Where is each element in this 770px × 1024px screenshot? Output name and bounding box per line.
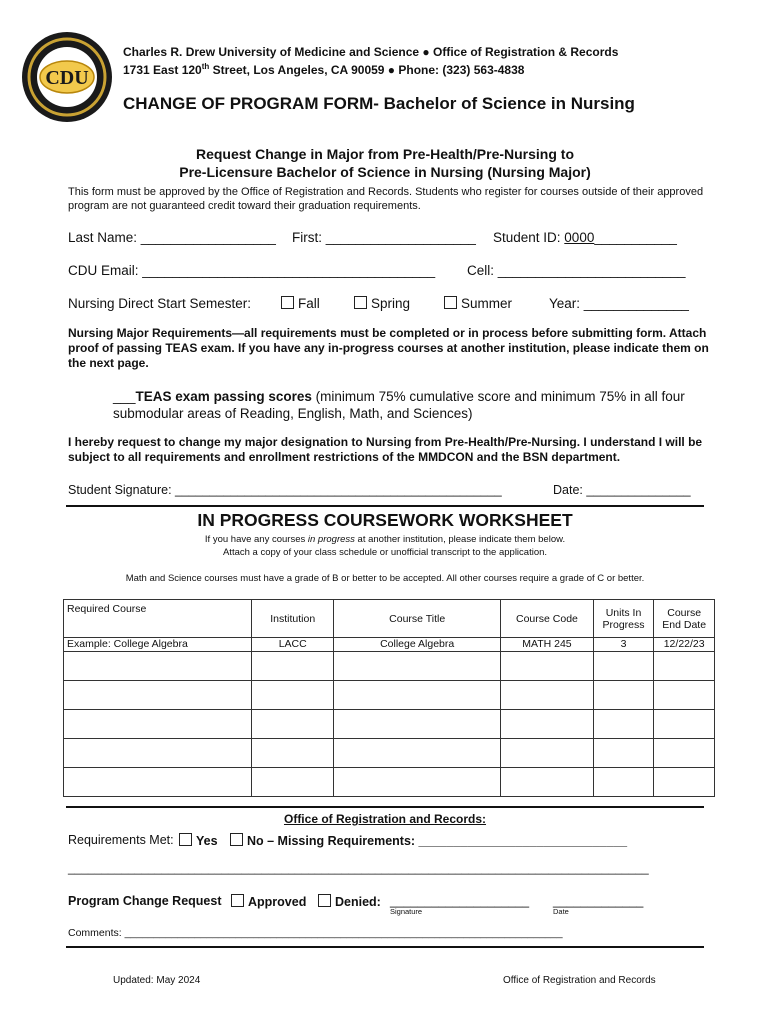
example-row bbox=[64, 638, 715, 652]
col-course-end-date: Course End Date bbox=[654, 600, 715, 638]
worksheet-title: IN PROGRESS COURSEWORK WORKSHEET bbox=[197, 510, 573, 530]
summer-checkbox[interactable]: Summer bbox=[444, 296, 512, 311]
subtitle-2: Pre-Licensure Bachelor of Science in Nursing (Nursing Major) bbox=[179, 164, 591, 180]
divider bbox=[66, 505, 704, 507]
checkbox-icon bbox=[354, 296, 367, 309]
year-field[interactable]: Year: ______________ bbox=[549, 296, 689, 311]
teas-requirement: ___TEAS exam passing scores (minimum 75% cumulative score and minimum 75% in all four submodular areas of Reading, English, Math, and Sciences) bbox=[113, 389, 685, 421]
spring-checkbox[interactable]: Spring bbox=[354, 296, 410, 311]
table-row[interactable] bbox=[64, 768, 715, 797]
example-cell: 3 bbox=[593, 638, 654, 652]
worksheet-note-2: Attach a copy of your class schedule or unofficial transcript to the application. bbox=[222, 547, 548, 558]
table-row[interactable] bbox=[64, 739, 715, 768]
date-caption: Date bbox=[553, 907, 569, 916]
footer-updated: Updated: May 2024 bbox=[113, 975, 201, 986]
col-units-in-progress: Units In Progress bbox=[593, 600, 654, 638]
requirements-met-label: Requirements Met: bbox=[68, 833, 174, 847]
signature-caption: Signature bbox=[390, 907, 423, 916]
office-title: Office of Registration and Records: bbox=[283, 812, 487, 826]
checkbox-icon bbox=[444, 296, 457, 309]
intro-text: This form must be approved by the Office of Registration and Records. Students who register for courses outside of their approved program are not guaranteed credit toward their graduation requirements. bbox=[68, 186, 704, 212]
checkbox-icon bbox=[230, 833, 243, 846]
checkbox-icon bbox=[231, 894, 244, 907]
example-cell: Example: College Algebra bbox=[64, 638, 252, 652]
student-id-field[interactable]: Student ID: 0000___________ bbox=[493, 230, 677, 245]
checkbox-icon bbox=[179, 833, 192, 846]
checkbox-icon bbox=[281, 296, 294, 309]
example-cell: College Algebra bbox=[334, 638, 501, 652]
program-change-label: Program Change Request bbox=[68, 894, 222, 908]
example-cell: 12/22/23 bbox=[654, 638, 715, 652]
office-date-field[interactable]: _____________ bbox=[553, 894, 644, 908]
header-line-1: Charles R. Drew University of Medicine and Science ● Office of Registration & Records bbox=[123, 45, 619, 59]
form-title: CHANGE OF PROGRAM FORM- Bachelor of Science in Nursing bbox=[123, 94, 635, 113]
notes-line[interactable]: _______________________________________________________________________________________ bbox=[68, 861, 649, 875]
divider bbox=[66, 946, 704, 948]
table-row[interactable] bbox=[64, 681, 715, 710]
example-cell: MATH 245 bbox=[501, 638, 594, 652]
no-missing-checkbox[interactable]: No – Missing Requirements: ______________________________ bbox=[230, 833, 627, 848]
request-statement: I hereby request to change my major designation to Nursing from Pre-Health/Pre-Nursing. I understand I will be subject to all requirements and enrollment restrictions of the MMDCON and the BSN department. bbox=[68, 435, 703, 464]
office-signature-field[interactable]: ____________________ bbox=[390, 894, 530, 908]
approved-checkbox[interactable]: Approved bbox=[231, 894, 306, 909]
table-header-row bbox=[64, 600, 715, 638]
example-cell: LACC bbox=[252, 638, 334, 652]
comments-field[interactable]: Comments: ___________________________________________________________________________ bbox=[68, 927, 563, 939]
cdu-email-field[interactable]: CDU Email: _______________________________________ bbox=[68, 263, 436, 278]
cdu-logo bbox=[20, 30, 114, 124]
col-institution: Institution bbox=[252, 600, 334, 638]
signature-date-field[interactable]: Date: _______________ bbox=[553, 483, 691, 497]
worksheet-note-1: If you have any courses in progress at another institution, please indicate them below. bbox=[204, 534, 566, 545]
worksheet-note-3: Math and Science courses must have a grade of B or better to be accepted. All other courses require a grade of C or better. bbox=[125, 573, 645, 584]
footer-office: Office of Registration and Records bbox=[503, 975, 656, 986]
col-course-title: Course Title bbox=[334, 600, 501, 638]
yes-checkbox[interactable]: Yes bbox=[179, 833, 218, 848]
student-signature-field[interactable]: Student Signature: _______________________________________________ bbox=[68, 483, 502, 497]
col-required-course: Required Course bbox=[64, 600, 252, 638]
cell-field[interactable]: Cell: _________________________ bbox=[467, 263, 686, 278]
col-course-code: Course Code bbox=[501, 600, 594, 638]
subtitle-1: Request Change in Major from Pre-Health/Pre-Nursing to bbox=[195, 146, 575, 162]
requirements-text: Nursing Major Requirements—all requirements must be completed or in process before submitting form. Attach proof of passing TEAS exam. If you have any in-progress courses at another institution, please indicate them on the next page. bbox=[68, 326, 709, 370]
header-line-2: 1731 East 120th Street, Los Angeles, CA 90059 ● Phone: (323) 563-4838 bbox=[123, 62, 525, 77]
semester-label: Nursing Direct Start Semester: bbox=[68, 296, 252, 311]
coursework-table bbox=[63, 599, 715, 797]
last-name-field[interactable]: Last Name: __________________ bbox=[68, 230, 276, 245]
fall-checkbox[interactable]: Fall bbox=[281, 296, 320, 311]
checkbox-icon bbox=[318, 894, 331, 907]
first-name-field[interactable]: First: ____________________ bbox=[292, 230, 476, 245]
divider bbox=[66, 806, 704, 808]
table-row[interactable] bbox=[64, 710, 715, 739]
table-row[interactable] bbox=[64, 652, 715, 681]
denied-checkbox[interactable]: Denied: bbox=[318, 894, 381, 909]
logo-text: CDU bbox=[45, 67, 89, 89]
